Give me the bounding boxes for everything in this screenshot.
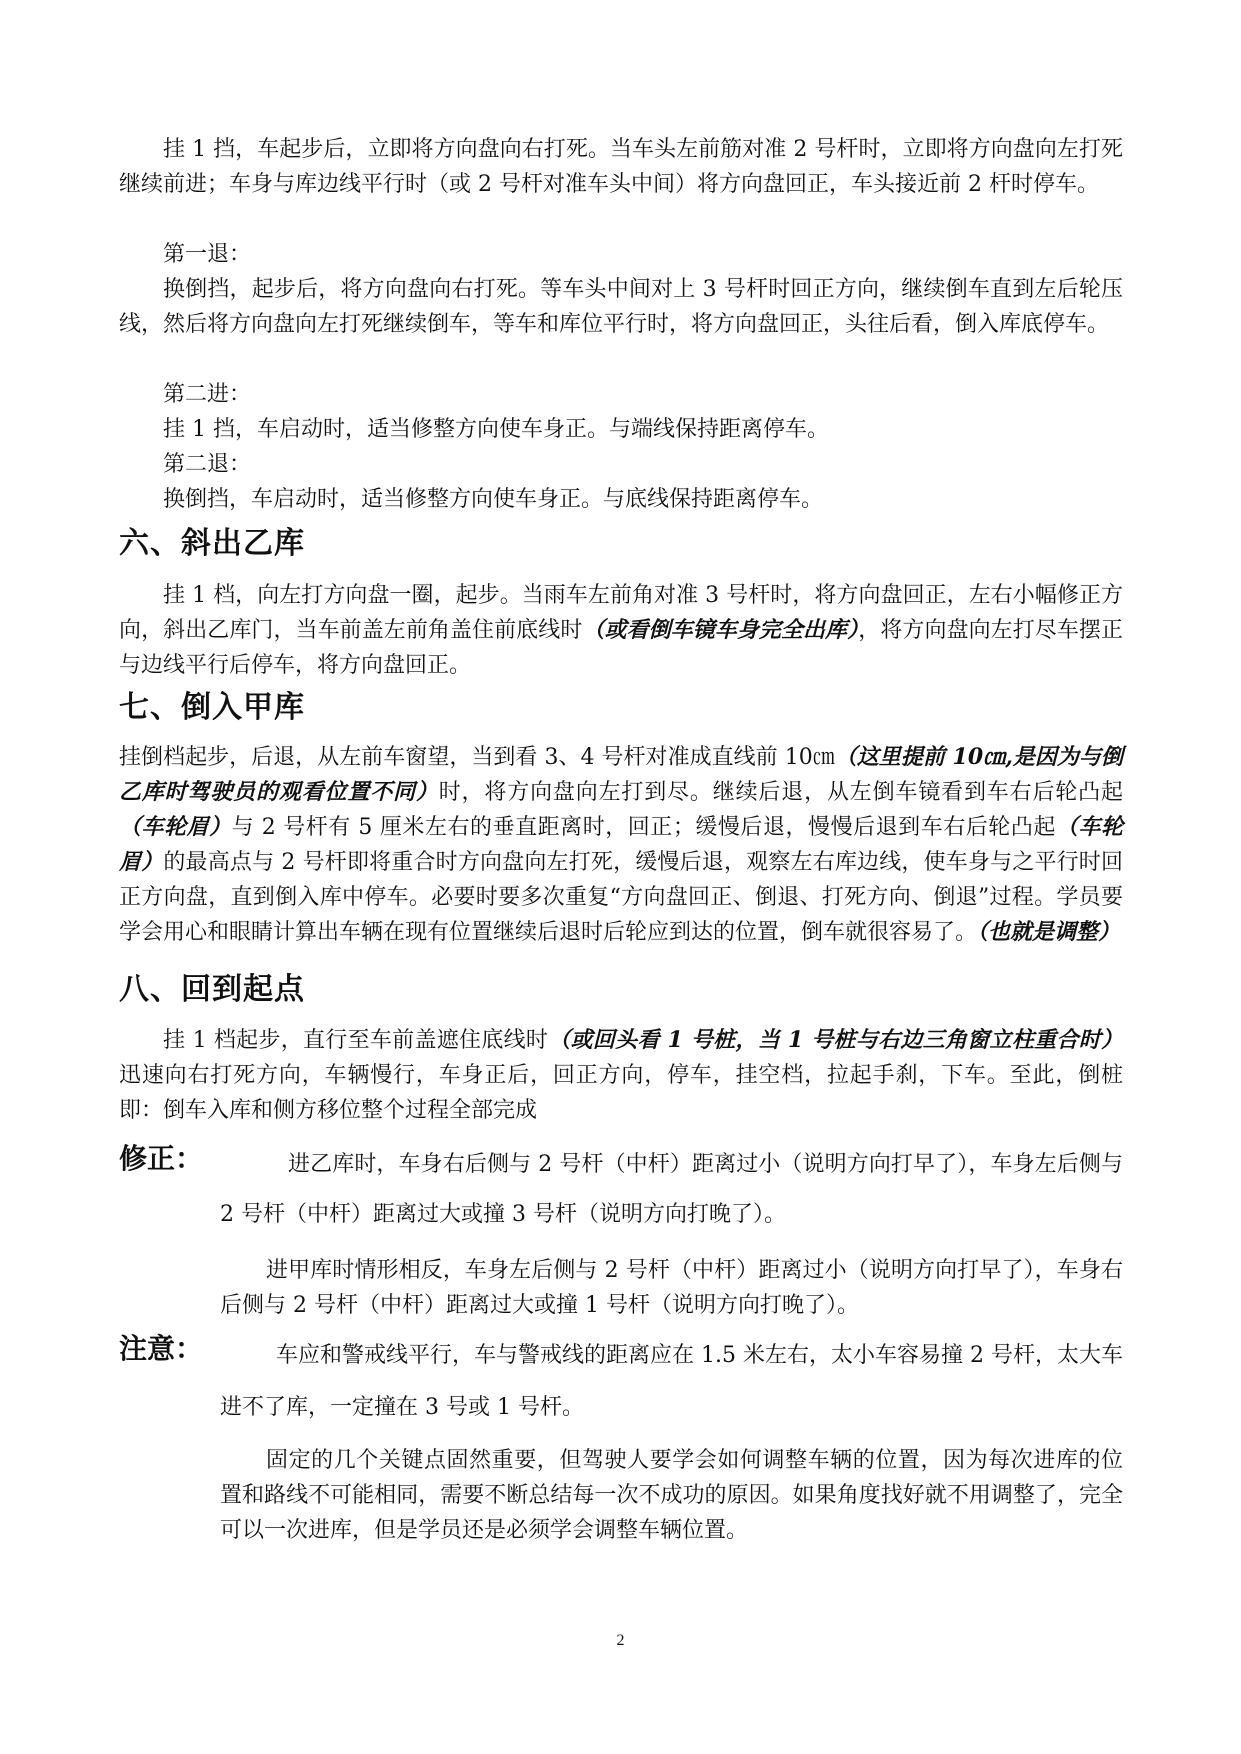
section7-emphasis-3: （车轮眉） — [119, 814, 1123, 875]
note-paragraph-1: 车应和警戒线平行，车与警戒线的距离应在 1.5 米左右，太小车容易撞 2 号杆，太大车进不了库，一定撞在 3 号或 1 号杆。 — [220, 1343, 1123, 1420]
section7-emphasis-2: （车轮眉） — [119, 814, 232, 840]
step-label-first-reverse: 第一退： — [163, 242, 252, 267]
section8-emphasis: （或回头看 1 号桩，当 1 号桩与右边三角窗立柱重合时） — [548, 1027, 1123, 1053]
section8-paragraph: 挂 1 档起步，直行至车前盖遮住底线时（或回头看 1 号桩，当 1 号桩与右边三角窗立柱重合时）迅速向右打死方向，车辆慢行，车身正后，回正方向，停车，挂空档，拉起手刹，下车。至此，倒桩即：倒车入库和侧方移位整个过程全部完成 — [119, 1027, 1123, 1123]
section7-emphasis-1: （这里提前 10㎝,是因为与倒乙库时驾驶员的观看位置不同） — [119, 744, 1123, 805]
section-heading-6: 六、斜出乙库 — [119, 526, 305, 561]
intro-text-3: 挂 1 挡，车启动时，适当修整方向使车身正。与端线保持距离停车。 — [163, 417, 829, 442]
intro-paragraph-1 — [119, 132, 1123, 202]
intro-paragraph-3 — [119, 412, 1123, 447]
step-label-second-reverse: 第二退： — [163, 452, 252, 477]
intro-text-1: 挂 1 挡，车起步后，立即将方向盘向右打死。当车头左前筋对准 2 号杆时，立即将方向盘向左打死继续前进；车身与库边线平行时（或 2 号杆对准车头中间）将方向盘回正，车头接近前 2 杆时停车。 — [119, 137, 1123, 197]
correction-paragraph-1: 进乙库时，车身右后侧与 2 号杆（中杆）距离过小（说明方向打早了），车身左后侧与 2 号杆（中杆）距离过大或撞 3 号杆（说明方向打晚了）。 — [220, 1152, 1123, 1227]
correction-label: 修正： — [119, 1142, 204, 1175]
note-label: 注意： — [119, 1332, 204, 1365]
page-number: 2 — [616, 1632, 625, 1649]
section-heading-8: 八、回到起点 — [119, 972, 305, 1007]
section7-paragraph: 挂倒档起步，后退，从左前车窗望，当到看 3、4 号杆对准成直线前 10㎝（这里提前 10㎝,是因为与倒乙库时驾驶员的观看位置不同）时，将方向盘向左打到尽。继续后退，从左倒车镜看到车右后轮凸起（车轮眉）与 2 号杆有 5 厘米左右的垂直距离时，回正；缓慢后退，慢慢后退到车右后轮凸起（车轮眉）的最高点与 2 号杆即将重合时方向盘向左打死，缓慢后退，观察左右库边线，使车身与之平行时回正方向盘，直到倒入库中停车。必要时要多次重复“方向盘回正、倒退、打死方向、倒退”过程。学员要学会用心和眼睛计算出车辆在现有位置继续后退时后轮应到达的位置，倒车就很容易了。（也就是调整） — [119, 744, 1123, 945]
intro-paragraph-4 — [119, 482, 1123, 517]
section6-emphasis: （或看倒车镜车身完全出库） — [582, 617, 859, 643]
section7-emphasis-4: （也就是调整） — [977, 919, 1121, 945]
intro-paragraph-2 — [119, 272, 1123, 342]
intro-text-2: 换倒挡，起步后，将方向盘向右打死。等车头中间对上 3 号杆时回正方向，继续倒车直到左后轮压线，然后将方向盘向左打死继续倒车，等车和库位平行时，将方向盘回正，头往后看，倒入库底停车。 — [119, 277, 1123, 337]
section6-paragraph: 挂 1 档，向左打方向盘一圈，起步。当雨车左前角对准 3 号杆时，将方向盘回正，左右小幅修正方向，斜出乙库门，当车前盖左前角盖住前底线时（或看倒车镜车身完全出库），将方向盘向左打尽车摆正与边线平行后停车，将方向盘回正。 — [119, 583, 1123, 678]
correction-paragraph-2: 进甲库时情形相反，车身左后侧与 2 号杆（中杆）距离过小（说明方向打早了），车身右后侧与 2 号杆（中杆）距离过大或撞 1 号杆（说明方向打晚了）。 — [220, 1258, 1123, 1318]
note-paragraph-2: 固定的几个关键点固然重要，但驾驶人要学会如何调整车辆的位置，因为每次进库的位置和路线不可能相同，需要不断总结每一次不成功的原因。如果角度找好就不用调整了，完全可以一次进库，但是学员还是必须学会调整车辆位置。 — [220, 1448, 1123, 1543]
section-heading-7: 七、倒入甲库 — [119, 690, 305, 725]
step-label-second-forward: 第二进： — [163, 382, 252, 407]
intro-text-4: 换倒挡，车启动时，适当修整方向使车身正。与底线保持距离停车。 — [163, 487, 824, 512]
